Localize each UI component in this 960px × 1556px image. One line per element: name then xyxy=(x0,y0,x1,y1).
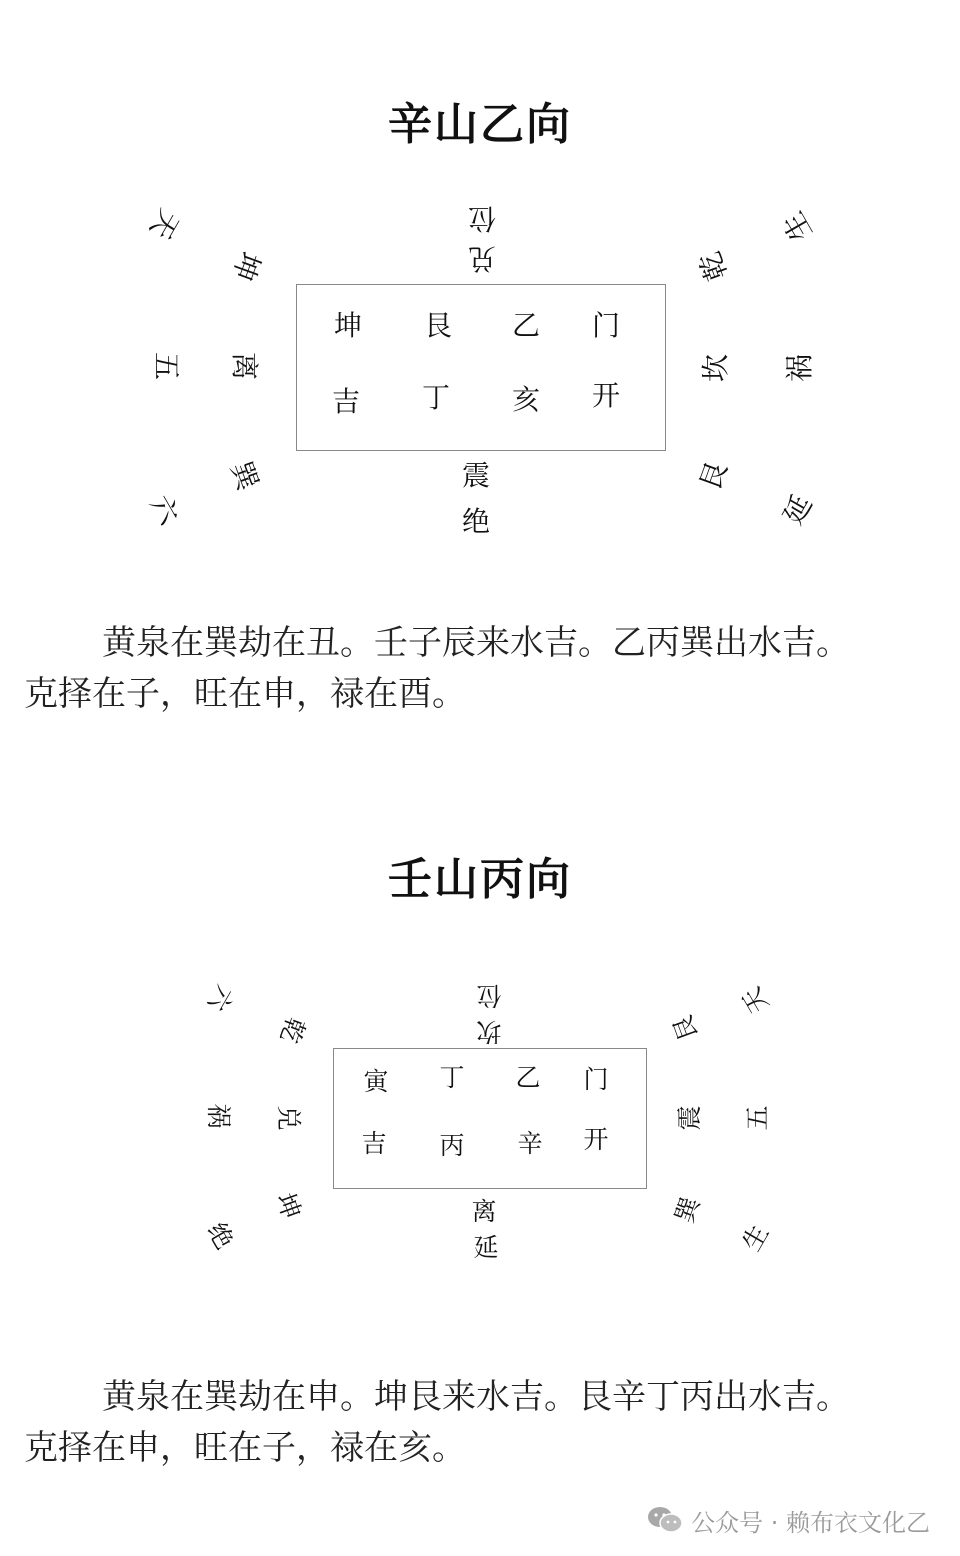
right-outer-label: 天 xyxy=(736,982,775,1019)
note-paragraph xyxy=(24,1372,944,1474)
box-cell: 门 xyxy=(591,309,620,342)
wechat-icon xyxy=(647,1505,683,1535)
diagram-title: 辛山乙向 xyxy=(388,99,572,150)
right-outer-label: 祸 xyxy=(783,354,816,383)
watermark-text: 公众号 · 赖布衣文化乙 xyxy=(691,1508,930,1537)
note-line: 黄泉在巽劫在申。坤艮来水吉。艮辛丁丙出水吉。 xyxy=(102,1377,850,1417)
box-cell: 吉 xyxy=(331,385,360,418)
box-cell: 丙 xyxy=(439,1131,465,1160)
box-cell: 开 xyxy=(583,1125,609,1154)
box-cell: 乙 xyxy=(515,1063,541,1092)
left-outer-label: 五 xyxy=(150,351,183,380)
left-inner-label: 巽 xyxy=(224,457,265,495)
top-label: 位 xyxy=(476,981,502,1010)
top-label: 位 xyxy=(468,202,497,235)
right-outer-label: 五 xyxy=(743,1105,772,1131)
left-outer-label: 六 xyxy=(143,489,186,531)
box-cell: 丁 xyxy=(439,1063,465,1092)
bottom-label: 震 xyxy=(461,459,490,492)
top-label: 坎 xyxy=(476,1017,502,1046)
box-cell: 艮 xyxy=(423,309,452,342)
box-cell: 丁 xyxy=(421,381,450,414)
watermark xyxy=(647,1500,930,1540)
note-line: 克择在子，旺在申，禄在酉。 xyxy=(24,674,466,714)
left-inner-label: 离 xyxy=(228,351,261,380)
left-inner-label: 乾 xyxy=(274,1013,311,1047)
box-cell: 寅 xyxy=(363,1067,389,1096)
box-cell: 吉 xyxy=(361,1129,387,1158)
right-inner-label: 坎 xyxy=(699,354,732,383)
right-inner-label: 艮 xyxy=(667,1011,704,1045)
box-cell: 亥 xyxy=(511,383,540,416)
left-outer-label: 天 xyxy=(143,203,186,245)
left-outer-label: 绝 xyxy=(201,1217,240,1254)
left-inner-label: 坤 xyxy=(226,247,267,285)
note-line: 黄泉在巽劫在丑。壬子辰来水吉。乙丙巽出水吉。 xyxy=(102,623,850,663)
left-outer-label: 六 xyxy=(201,980,240,1017)
box-cell: 乙 xyxy=(511,309,540,342)
note-paragraph xyxy=(24,618,944,720)
right-outer-label: 延 xyxy=(776,489,819,531)
left-outer-label: 祸 xyxy=(204,1103,233,1129)
right-outer-label: 生 xyxy=(776,205,819,247)
right-inner-label: 震 xyxy=(675,1105,704,1131)
box-cell: 门 xyxy=(583,1065,609,1094)
box-cell: 辛 xyxy=(517,1129,543,1158)
right-inner-label: 艮 xyxy=(693,457,734,495)
right-outer-label: 生 xyxy=(736,1219,775,1256)
right-inner-label: 乾 xyxy=(693,247,734,285)
diagram-title: 壬山丙向 xyxy=(388,854,572,905)
left-inner-label: 坤 xyxy=(270,1189,307,1223)
box-cell: 坤 xyxy=(333,309,362,342)
right-inner-label: 巽 xyxy=(669,1193,706,1227)
bottom-label: 离 xyxy=(471,1197,497,1226)
top-label: 兑 xyxy=(468,242,497,275)
bottom-label: 延 xyxy=(473,1233,499,1262)
bottom-label: 绝 xyxy=(461,505,490,538)
left-inner-label: 兑 xyxy=(274,1105,303,1131)
note-line: 克择在申，旺在子，禄在亥。 xyxy=(24,1428,466,1468)
box-cell: 开 xyxy=(591,379,620,412)
